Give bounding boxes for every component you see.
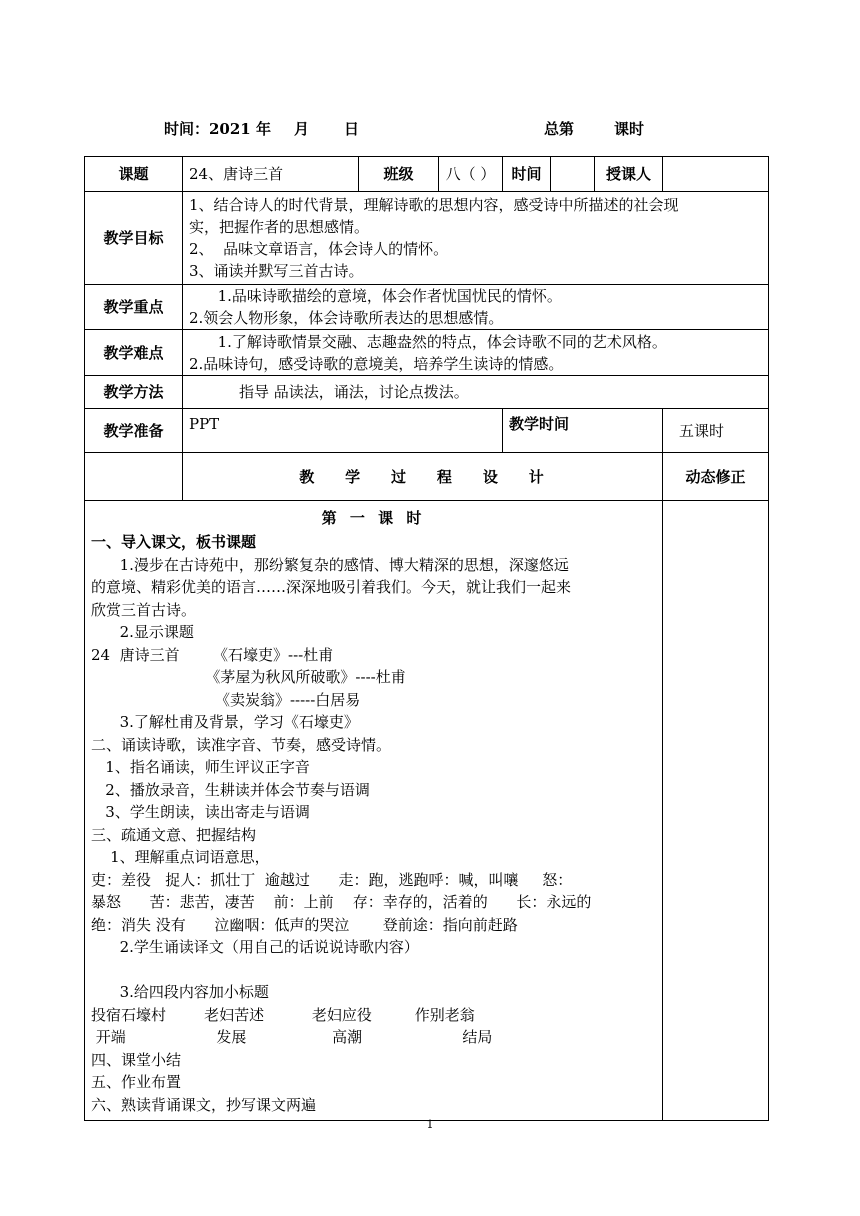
revision-cell — [663, 501, 769, 1121]
key-line: 1.品味诗歌描绘的意境，体会作者忧国忧民的情怀。 — [189, 287, 562, 305]
header-month-label: 月 — [294, 120, 310, 138]
goal-line: 实，把握作者的思想感情。 — [189, 218, 370, 236]
key-line: 2.领会人物形象，体会诗歌所表达的思想感情。 — [189, 309, 504, 327]
revision-label: 动态修正 — [663, 453, 769, 501]
body-line: 吏：差役 捉人：抓壮丁 逾越过 走：跑，逃跑呼：喊，叫嚷 怒： — [91, 870, 573, 889]
class-label: 班级 — [359, 157, 439, 192]
header-day-label: 日 — [344, 120, 360, 138]
body-line: 四、课堂小结 — [91, 1050, 182, 1069]
row-key — [85, 285, 769, 330]
teach-time-value: 五课时 — [663, 409, 769, 453]
body-line: 一、导入课文，板书课题 — [91, 533, 257, 551]
goal-line: 2、 品味文章语言，体会诗人的情怀。 — [189, 240, 449, 258]
method-value: 指导 品读法，诵法，讨论点拨法。 — [183, 376, 769, 409]
lesson-plan-table — [84, 156, 769, 1121]
body-line: 欣赏三首古诗。 — [91, 600, 197, 619]
body-line: 1、指名诵读，师生评议正字音 — [91, 758, 310, 776]
lesson-title: 第 一 课 时 — [321, 509, 426, 527]
teacher-label: 授课人 — [595, 157, 663, 192]
teach-time-label: 教学时间 — [503, 409, 663, 453]
method-label: 教学方法 — [85, 376, 183, 409]
body-line: 六、熟读背诵课文，抄写课文两遍 — [91, 1095, 317, 1114]
time-label: 时间 — [503, 157, 551, 192]
difficulty-line: 1.了解诗歌情景交融、志趣盎然的特点，体会诗歌不同的艺术风格。 — [189, 332, 667, 351]
goals-cell — [183, 192, 769, 285]
row-goals — [85, 192, 769, 285]
body-line: 投宿石壕村 老妇苦述 老妇应役 作别老翁 — [91, 1005, 475, 1024]
difficulty-cell — [183, 330, 769, 376]
header-time-label: 时间：2021 年 — [164, 120, 271, 138]
prep-label: 教学准备 — [85, 409, 183, 453]
row-process-body — [85, 501, 769, 1121]
topic-label: 课题 — [85, 157, 183, 192]
blank-label-cell — [85, 453, 183, 501]
prep-value: PPT — [183, 409, 503, 453]
goal-line: 1、结合诗人的时代背景，理解诗歌的思想内容，感受诗中所描述的社会现 — [189, 196, 679, 214]
process-label: 教 学 过 程 设 计 — [183, 453, 663, 501]
class-value: 八（ ） — [439, 157, 503, 192]
body-line: 3.给四段内容加小标题 — [91, 983, 269, 1001]
body-line: 2.学生诵读译文（用自己的话说说诗歌内容） — [91, 938, 419, 956]
body-line: 《卖炭翁》-----白居易 — [91, 690, 361, 709]
body-lines — [91, 531, 656, 1116]
difficulty-line: 2.品味诗句，感受诗歌的意境美，培养学生读诗的情感。 — [189, 354, 564, 373]
body-line: 三、疏通文意、把握结构 — [91, 825, 257, 844]
header-lesson-label: 课时 — [614, 120, 645, 138]
body-line: 二、诵读诗歌，读准字音、节奏，感受诗情。 — [91, 735, 392, 754]
goals-label: 教学目标 — [85, 192, 183, 285]
body-line: 五、作业布置 — [91, 1073, 182, 1091]
body-line: 3.了解杜甫及背景，学习《石壕吏》 — [91, 713, 359, 731]
page-number: 1 — [426, 1118, 434, 1131]
body-line: 2、播放录音，生耕读并体会节奏与语调 — [91, 780, 370, 799]
difficulty-label: 教学难点 — [85, 330, 183, 376]
teacher-value — [663, 157, 769, 192]
body-line: 1.漫步在古诗苑中，那纷繁复杂的感情、博大精深的思想，深邃悠远 — [91, 555, 569, 574]
body-line: 2.显示课题 — [91, 623, 194, 641]
body-line: 暴怒 苦：悲苦，凄苦 前：上前 存：幸存的，活着的 长：永远的 — [91, 893, 592, 911]
key-cell — [183, 285, 769, 330]
header-line — [164, 118, 860, 140]
row-process-header — [85, 453, 769, 501]
body-line — [91, 959, 656, 982]
row-prep — [85, 409, 769, 453]
goal-line: 3、诵读并默写三首古诗。 — [189, 262, 364, 280]
body-line: 1、理解重点词语意思， — [91, 848, 270, 866]
header-total-label: 总第 — [544, 120, 575, 138]
body-line: 的意境、精彩优美的语言……深深地吸引着我们。今天，就让我们一起来 — [91, 578, 572, 596]
body-line: 绝：消失 没有 泣幽咽：低声的哭泣 登前途：指向前赶路 — [91, 915, 518, 934]
row-topic — [85, 157, 769, 192]
body-line: 24 唐诗三首 《石壕吏》---杜甫 — [91, 645, 334, 664]
row-difficulty — [85, 330, 769, 376]
time-value — [551, 157, 595, 192]
body-line: 3、学生朗读，读出寄走与语调 — [91, 803, 310, 821]
topic-value: 24、唐诗三首 — [183, 157, 359, 192]
key-label: 教学重点 — [85, 285, 183, 330]
row-method — [85, 376, 769, 409]
body-line: 开端 发展 高潮 结局 — [91, 1028, 493, 1046]
body-line: 《茅屋为秋风所破歌》----杜甫 — [91, 668, 406, 686]
process-body — [85, 501, 663, 1121]
